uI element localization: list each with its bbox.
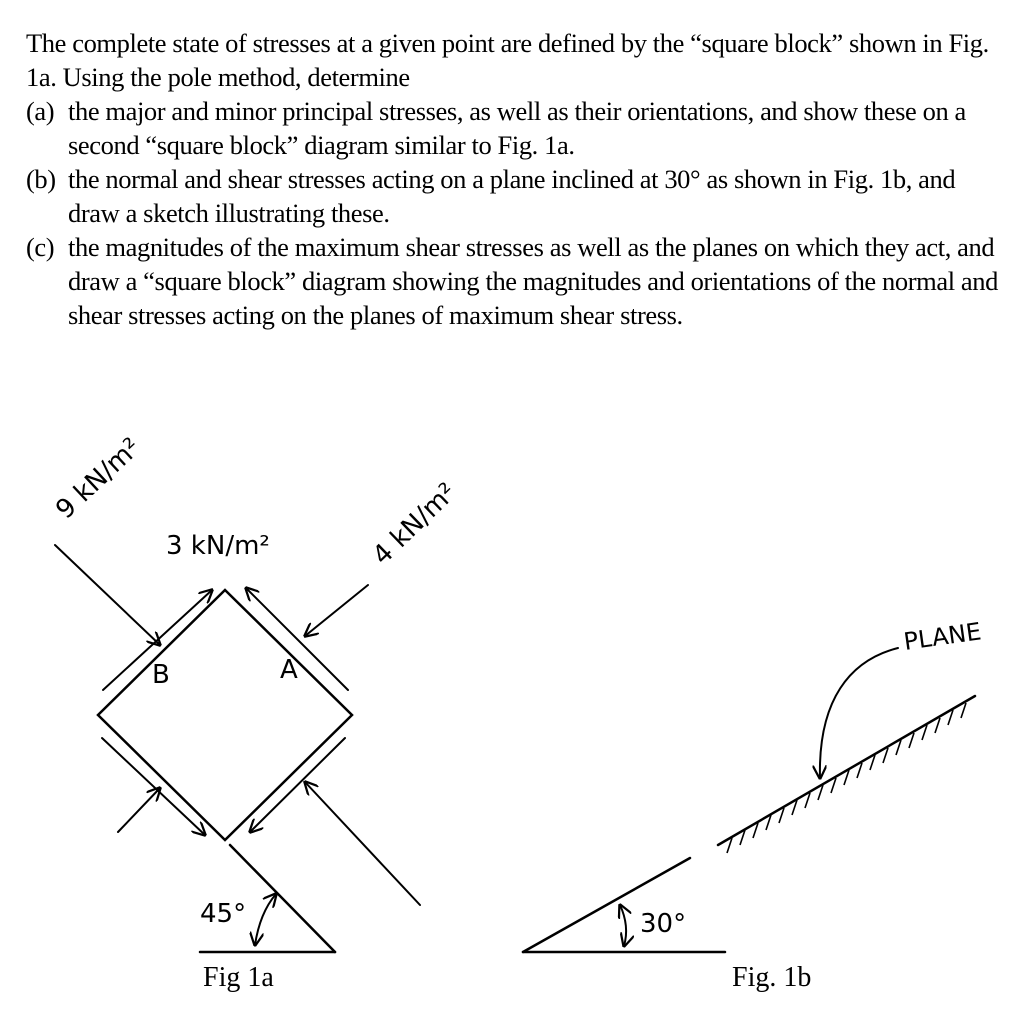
- caption-fig-1a: Fig 1a: [203, 962, 274, 993]
- part-c: [26, 230, 1006, 332]
- caption-fig-1b: Fig. 1b: [732, 962, 812, 993]
- part-text: the magnitudes of the maximum shear stresses as well as the planes on which they act, and draw a “square block” diagram showing the magnitudes and orientations of the normal and shear stresses acting on the planes of maximum shear stress.: [68, 232, 998, 330]
- label-plane: PLANE: [901, 617, 984, 656]
- figures: [0, 380, 1022, 1024]
- fig-1a: [50, 432, 462, 993]
- inclined-plane: [718, 696, 975, 845]
- part-letter: (b): [26, 164, 56, 194]
- part-letter: (a): [26, 96, 55, 126]
- problem-statement: [26, 26, 1006, 332]
- part-text: the normal and shear stresses acting on a plane inclined at 30° as shown in Fig. 1b, and draw a sketch illustrating these.: [68, 164, 956, 228]
- part-a: [26, 94, 1006, 162]
- angle-arc-1b: [620, 905, 626, 946]
- label-point-a: A: [280, 655, 298, 685]
- label-point-b: B: [152, 660, 170, 690]
- problem-intro: The complete state of stresses at a given point are defined by the “square block” shown in Fig. 1a. Using the pole method, determine: [26, 28, 989, 92]
- part-text: the major and minor principal stresses, as well as their orientations, and show these on a second “square block” diagram similar to Fig. 1a.: [68, 96, 966, 160]
- label-normal-b: 9 kN/m²: [50, 432, 147, 526]
- stress-block: [98, 590, 352, 840]
- part-letter: (c): [26, 232, 55, 262]
- label-angle-1a: 45°: [200, 899, 247, 929]
- label-normal-a: 4 kN/m²: [367, 477, 463, 572]
- problem-parts: [26, 94, 1006, 332]
- label-angle-1b: 30°: [640, 909, 687, 939]
- label-shear: 3 kN/m²: [166, 531, 270, 561]
- plane-hatching: [727, 703, 966, 853]
- fig-1b: [523, 617, 983, 993]
- plane-pointer-arrow: [820, 648, 898, 778]
- part-b: [26, 162, 1006, 230]
